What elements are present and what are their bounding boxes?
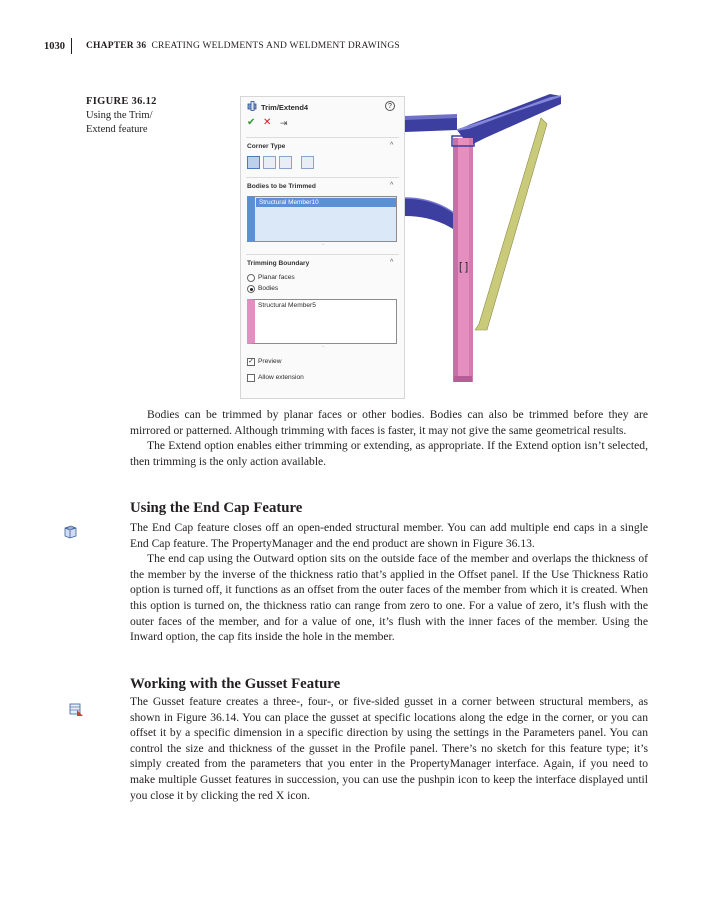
preview-checkbox[interactable]: ✓	[248, 358, 254, 365]
help-icon[interactable]: ?	[385, 101, 395, 111]
paragraph-trim-bodies: Bodies can be trimmed by planar faces or other bodies. Bodies can also be trimmed before they are mirrored or patterned. Although trimming with faces is faster, it may not give the same geometrical results.	[130, 408, 648, 437]
separator	[246, 254, 399, 255]
collapse-boundary-icon[interactable]: ^	[390, 259, 394, 266]
figure-caption	[86, 95, 186, 137]
resize-handle-icon[interactable]: ◦	[322, 344, 324, 350]
separator	[246, 137, 399, 138]
allow-extension-label: Allow extension	[258, 374, 304, 381]
pink-member-edge	[469, 138, 473, 382]
allow-extension-checkbox[interactable]	[247, 374, 255, 382]
pink-member-base	[454, 376, 472, 382]
resize-handle-icon[interactable]: ◦	[322, 242, 324, 248]
bodies-to-trim-item[interactable]: Structural Member10	[256, 198, 396, 207]
chapter-label: CHAPTER 36	[86, 41, 147, 51]
chapter-title: CREATING WELDMENTS AND WELDMENT DRAWINGS	[151, 41, 400, 51]
corner-end-butt2-button[interactable]	[301, 156, 314, 169]
paragraph-gusset: The Gusset feature creates a three-, four-, or five-sided gusset in a corner between structural members, as shown in Figure 36.14. You can place the gusset at specific locations along the edge in the corner, or you can offset it by a specific dimension in a specific direction by using the settings in the Parameters panel. You can control the size and thickness of the gusset in the Profile panel. There’s no sketch for this feature type; it’s simply created from the parameters that you enter in the PropertyManager interface. Again, if you need to make multiple Gusset features in succession, you can use the pushpin icon to keep the interface displayed until you close it by clicking the red X icon.	[130, 695, 648, 802]
end-cap-icon	[62, 524, 78, 540]
corner-end-butt1-button[interactable]	[279, 156, 292, 169]
trimming-boundary-item[interactable]: Structural Member5	[258, 302, 316, 309]
page-number: 1030	[44, 41, 65, 52]
figure-caption-line2: Extend feature	[86, 124, 148, 135]
preview-label: Preview	[258, 358, 282, 365]
collapse-corner-type-icon[interactable]: ^	[390, 142, 394, 149]
paragraph-end-cap-intro: The End Cap feature closes off an open-ended structural member. You can add multiple end caps in a single End Cap feature. The PropertyManager and the end product are shown in Figure 36.13.	[130, 521, 648, 550]
weldment-model-illustration	[405, 94, 610, 390]
bodies-radio[interactable]	[247, 285, 255, 293]
collapse-bodies-icon[interactable]: ^	[390, 182, 394, 189]
corner-end-trim-button[interactable]	[247, 156, 260, 169]
paragraph-end-cap-options: The end cap using the Outward option sits on the outside face of the member and overlaps the thickness of the member by the inverse of the thickness ratio that’s applied in the Offset panel. If the Use Thickness Ratio option is turned off, it functions as an offset from the outer faces of the member from which it is created. When this option is turned on, the thickness ratio can range from zero to one. For a value of zero, it’s flush with the outer faces of the member, and for a value of one, it’s flush with the inner faces of the member. Using the Inward option, the cap fits inside the hole in the member.	[130, 552, 648, 644]
paragraph-extend-option: The Extend option enables either trimming or extending, as appropriate. If the Extend option isn’t selected, then trimming is the only action available.	[130, 439, 648, 468]
trim-extend-paragraphs	[130, 407, 648, 469]
gusset-paragraphs	[130, 694, 648, 803]
yellow-brace	[475, 118, 547, 330]
heading-end-cap: Using the End Cap Feature	[130, 500, 303, 516]
trim-extend-icon	[247, 101, 258, 112]
pink-member-shade	[453, 138, 458, 382]
ok-icon[interactable]: ✔	[247, 117, 256, 128]
trimming-boundary-heading: Trimming Boundary	[247, 260, 310, 267]
planar-faces-label: Planar faces	[258, 274, 295, 281]
bodies-to-trim-heading: Bodies to be Trimmed	[247, 183, 316, 190]
cancel-icon[interactable]: ✕	[263, 117, 272, 128]
header-divider	[71, 38, 72, 54]
bodies-label: Bodies	[258, 285, 279, 292]
heading-gusset: Working with the Gusset Feature	[130, 676, 341, 692]
planar-faces-radio[interactable]	[247, 274, 255, 282]
pushpin-icon[interactable]: ⇥	[280, 118, 288, 128]
pm-title: Trim/Extend4	[261, 103, 309, 112]
corner-type-heading: Corner Type	[247, 143, 286, 150]
separator	[246, 177, 399, 178]
figure-label: FIGURE 36.12	[86, 96, 157, 107]
running-head	[86, 41, 400, 51]
bracket-mark-icon: [ ]	[459, 261, 469, 273]
gusset-icon	[68, 701, 84, 717]
trim-extend-property-manager	[240, 96, 405, 399]
corner-miter-button[interactable]	[263, 156, 276, 169]
figure-caption-line1: Using the Trim/	[86, 110, 153, 121]
end-cap-paragraphs	[130, 520, 648, 645]
